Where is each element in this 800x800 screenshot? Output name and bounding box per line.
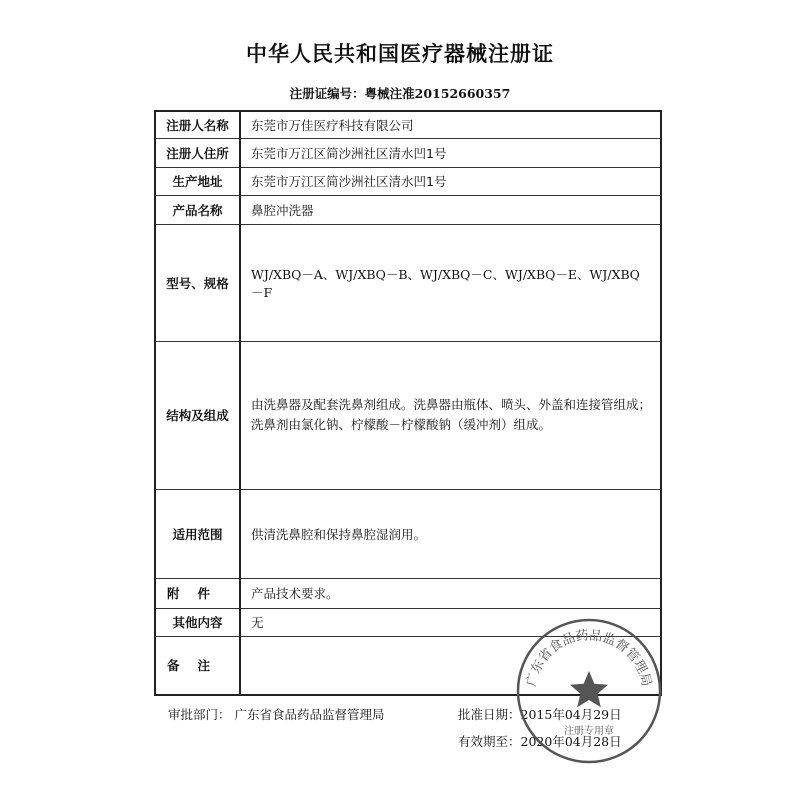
seal-arc-text: 广东省食品药品监督管理局: [524, 628, 654, 688]
attachment-value: 产品技术要求。: [240, 578, 661, 608]
structure-value: 由洗鼻器及配套洗鼻剂组成。洗鼻器由瓶体、喷头、外盖和连接管组成；洗鼻剂由氯化钠、柠檬酸－柠檬酸钠（缓冲剂）组成。: [240, 341, 661, 489]
row-structure: [155, 341, 661, 489]
row-scope: [155, 489, 661, 578]
approval-date-label: 批准日期：: [458, 707, 521, 722]
product-name-value: 鼻腔冲洗器: [240, 195, 661, 224]
production-address-label: 生产地址: [155, 167, 240, 195]
row-production-address: [155, 167, 661, 195]
expiry-date-line: [458, 732, 622, 750]
registration-number-label: 注册证编号：: [289, 86, 365, 101]
other-label: 其他内容: [155, 608, 240, 636]
expiry-date-value: 2020年04月28日: [520, 734, 622, 749]
model-spec-label: 型号、规格: [155, 224, 240, 341]
approval-date-line: [458, 705, 622, 723]
registrant-address-label: 注册人住所: [155, 138, 240, 167]
scope-value: 供清洗鼻腔和保持鼻腔湿润用。: [240, 489, 661, 578]
registrant-address-value: 东莞市万江区简沙洲社区清水凹1号: [240, 138, 661, 167]
row-attachment: [155, 578, 661, 608]
registration-number: [0, 84, 800, 102]
authority-label: 审批部门：: [168, 707, 231, 722]
registration-number-value: 粤械注准20152660357: [364, 86, 511, 101]
expiry-date-label: 有效期至：: [458, 734, 521, 749]
scope-label: 适用范围: [155, 489, 240, 578]
model-spec-value: WJ/XBQ－A、WJ/XBQ－B、WJ/XBQ－C、WJ/XBQ－E、WJ/XBQ－F: [240, 224, 661, 341]
authority-value: 广东省食品药品监督管理局: [234, 707, 385, 722]
row-product-name: [155, 195, 661, 224]
row-registrant-address: [155, 138, 661, 167]
registrant-name-value: 东莞市万佳医疗科技有限公司: [240, 111, 661, 138]
row-registrant-name: [155, 111, 661, 138]
approval-date-value: 2015年04月29日: [520, 707, 622, 722]
attachment-label: 附件: [155, 578, 240, 608]
row-other: [155, 608, 661, 636]
structure-label: 结构及组成: [155, 341, 240, 489]
registrant-name-label: 注册人名称: [155, 111, 240, 138]
row-model-spec: [155, 224, 661, 341]
certificate-table: [154, 110, 662, 696]
remarks-value: [240, 636, 661, 695]
other-value: 无: [240, 608, 661, 636]
certificate-title: 中华人民共和国医疗器械注册证: [246, 42, 554, 66]
seal-sub-text: 注册专用章: [564, 726, 614, 737]
production-address-value: 东莞市万江区简沙洲社区清水凹1号: [240, 167, 661, 195]
product-name-label: 产品名称: [155, 195, 240, 224]
authority-line: [168, 705, 385, 723]
row-remarks: [155, 636, 661, 695]
remarks-label: 备注: [155, 636, 240, 695]
